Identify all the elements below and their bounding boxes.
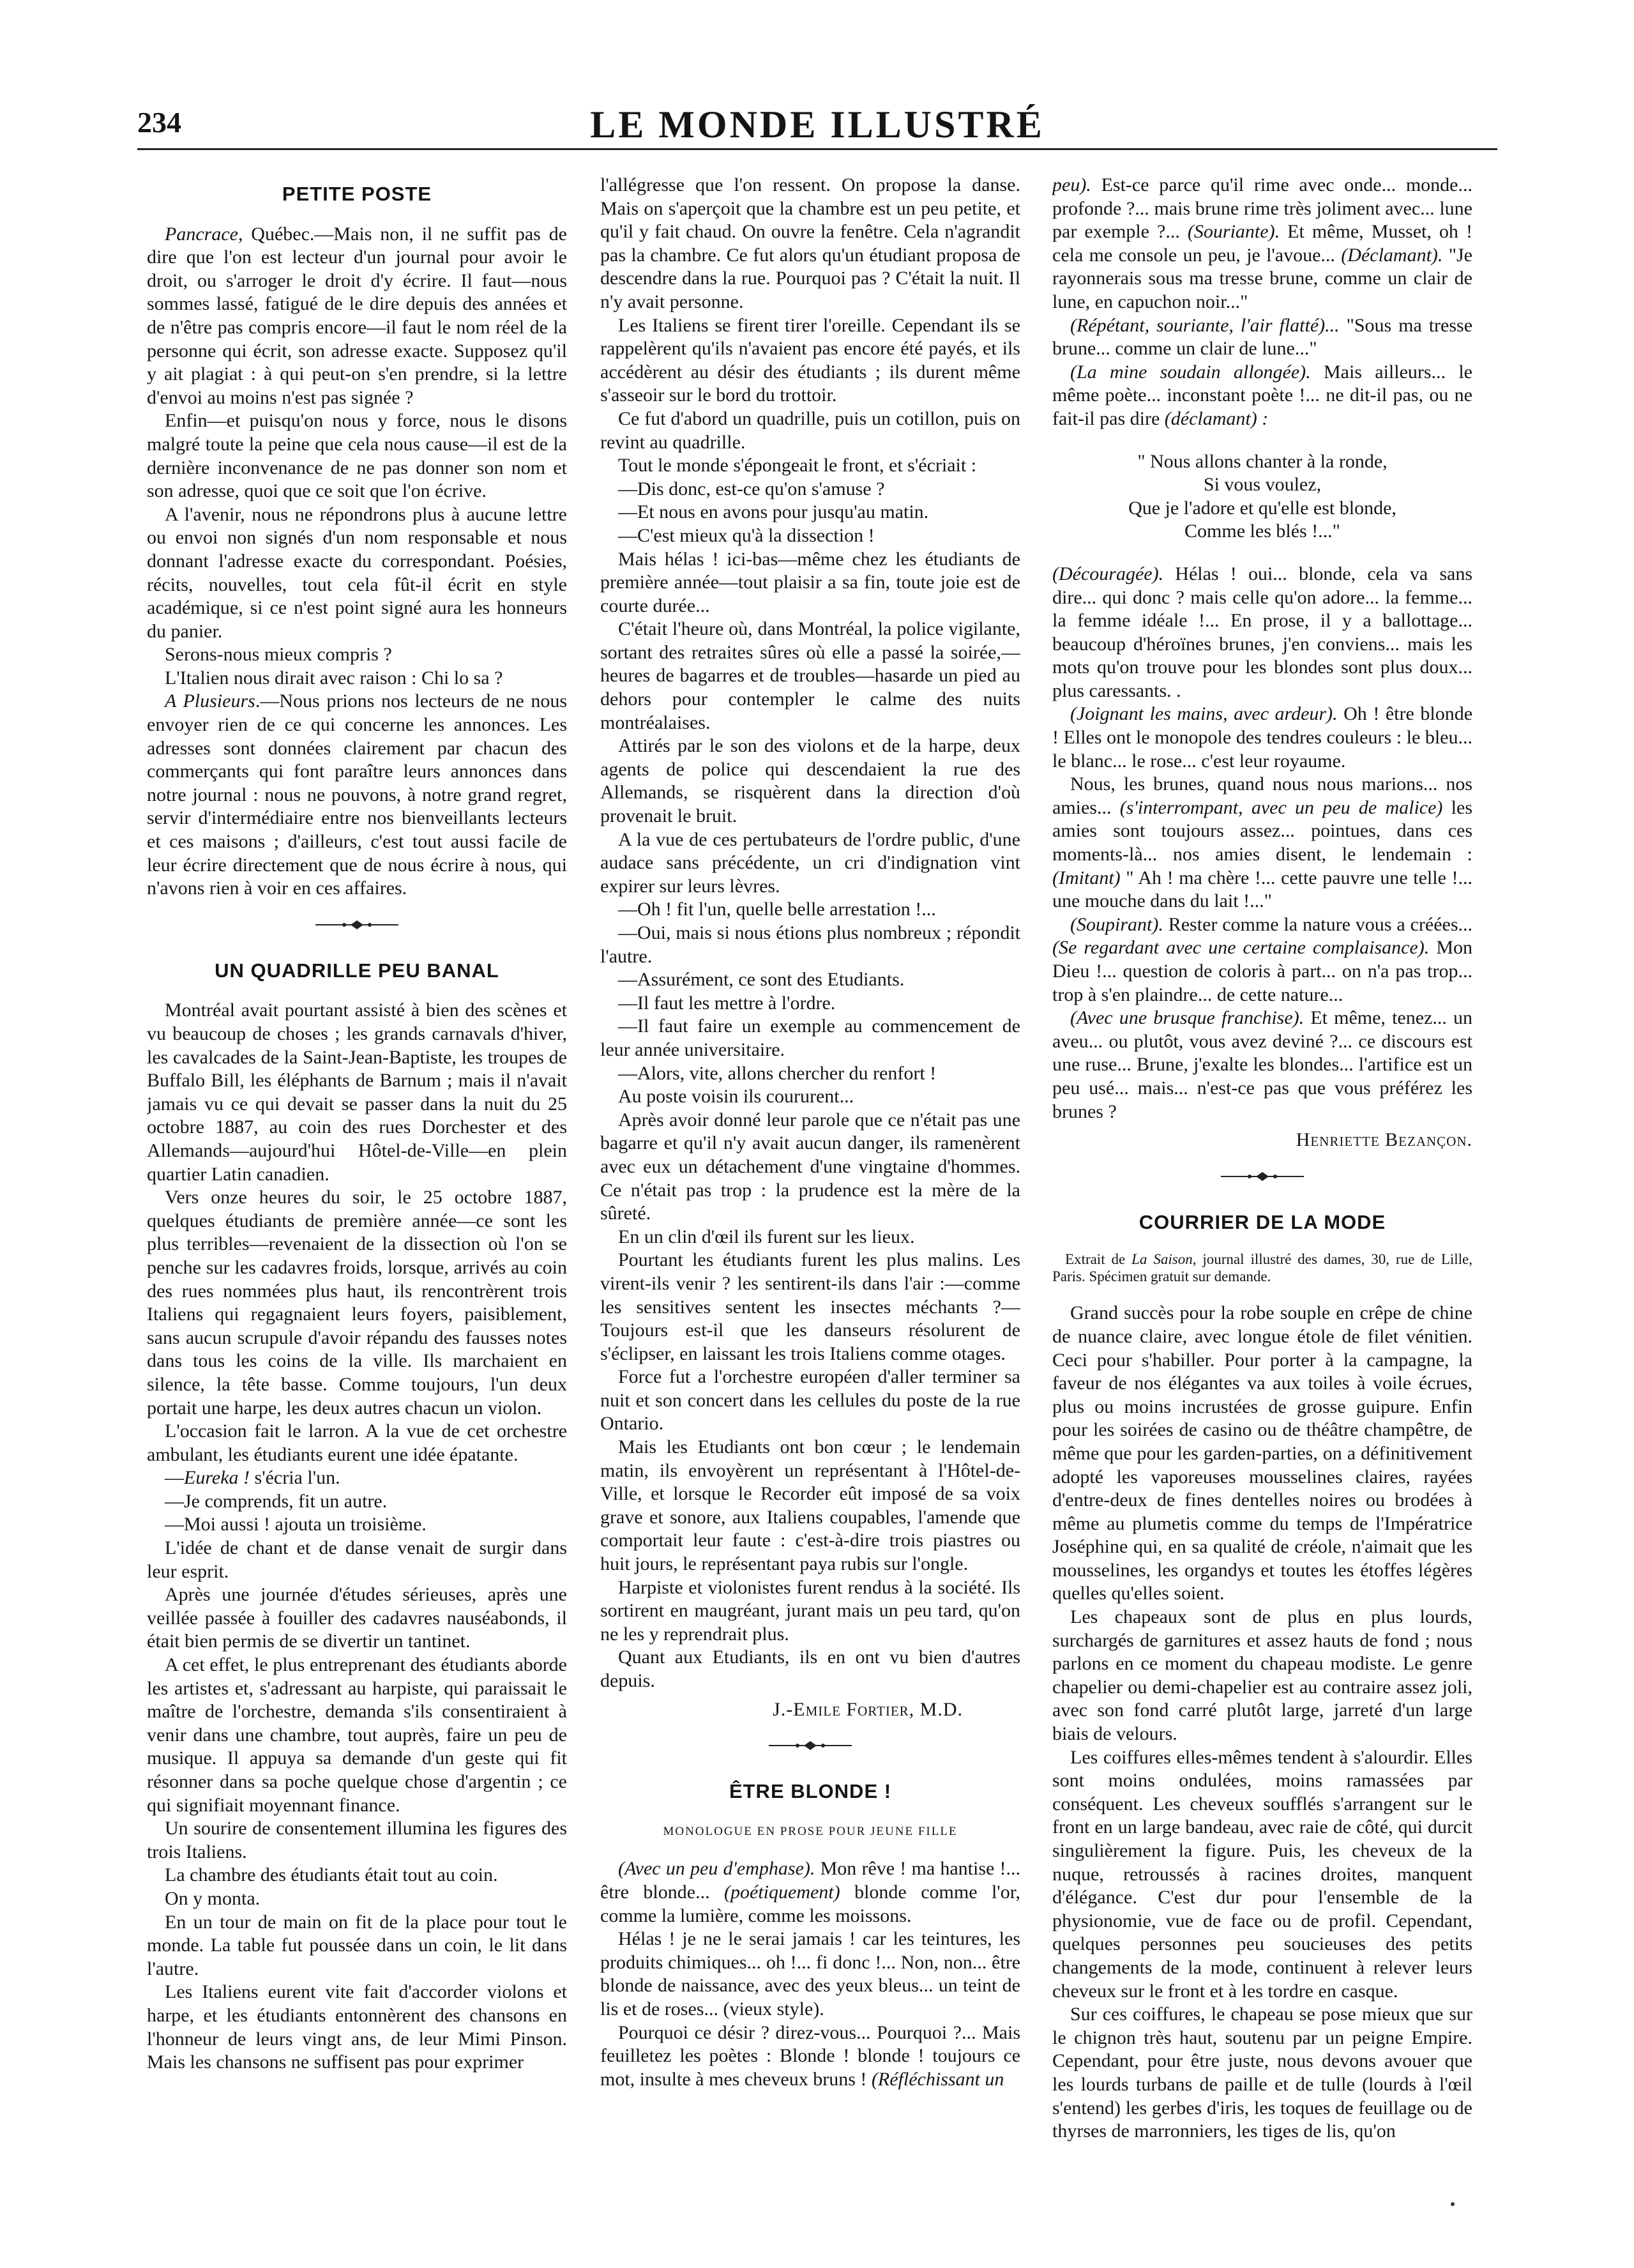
paragraph: Les Italiens eurent vite fait d'accorder violons et harpe, et les étudiants entonnèrent des chansons en l'honneur de leurs vingt ans, de leur Mimi Pinson. Mais les chansons ne suffisent pas pour exprimer [147,1981,567,2073]
paragraph: Hélas ! je ne le serai jamais ! car les teintures, les produits chimiques... oh !... fi donc !... Non, non... être blonde de naissance, avec des yeux bleus... un teint de lis et de roses... (vieux style). [600,1928,1020,2020]
etre-blonde-heading: ÊTRE BLONDE ! [729,1780,892,1803]
paragraph: —Moi aussi ! ajouta un troisième. [165,1514,427,1535]
paragraph: (Avec une brusque franchise). Et même, tenez... un aveu... ou plutôt, vous avez deviné ?... ce discours est une ruse... Brune, j'exalte les blondes... l'artifice est un peu usé... mais... n'est-ce pas que vous préférez les brunes ? [1052,1007,1472,1122]
paragraph: Serons-nous mieux compris ? [165,644,392,666]
journal-title: LE MONDE ILLUSTRÉ [590,103,1045,146]
paragraph: A la vue de ces pertubateurs de l'ordre public, d'une audace sans précédente, un cri d'indignation vint expirer sur leurs lèvres. [600,828,1020,897]
paragraph: —Oui, mais si nous étions plus nombreux ; répondit l'autre. [600,922,1020,967]
page-number: 234 [137,106,181,139]
paragraph: Mais hélas ! ici-bas—même chez les étudiants de première année—tout plaisir a sa fin, toute joie est de courte durée... [600,548,1020,616]
print-speck [1451,2202,1455,2206]
paragraph: peu). Est-ce parce qu'il rime avec onde... monde... profonde ?... mais brune rime très joliment avec... lune par exemple ?... (Souriante). Et même, Musset, oh ! cela me console un peu, je l'avoue... (Déclamant). "Je rayonnerais sous ma tresse brune, comme un clair de lune, en capuchon noir..." [1052,174,1472,312]
paragraph: Quant aux Etudiants, ils en ont vu bien d'autres depuis. [600,1647,1020,1691]
paragraph: —Il faut faire un exemple au commencement de leur année universitaire. [600,1016,1020,1060]
paragraph: Ce fut d'abord un quadrille, puis un cotillon, puis on revint au quadrille. [600,407,1020,453]
petite-poste-heading: PETITE POSTE [282,183,432,205]
paragraph: Nous, les brunes, quand nous nous marions... nos amies... (s'interrompant, avec un peu de malice) les amies sont toujours assez... pointues, dans ces moments-là... nos amies disent, le lendemain : (Imitant) " Ah ! ma chère !... cette pauvre une telle !... une mouche dans du lait !..." [1052,773,1472,912]
paragraph: Un sourire de consentement illumina les figures des trois Italiens. [147,1818,567,1862]
paragraph: Vers onze heures du soir, le 25 octobre 1887, quelques étudiants de première année—ce sont les plus terribles—revenaient de la dissection où l'on se penche sur les cadavres froids, lorsque, arrivés au coin des rues nommées plus haut, ils rencontrèrent trois Italiens qui regagnaient leurs foyers, paisiblement, sans aucun scrupule d'avoir répandu des fausses notes dans tous les coins de la ville. Ils marchaient en silence, la tête basse. Comme toujours, l'un deux portait une harpe, les deux autres chacun un violon. [147,1187,567,1419]
paragraph: Les Italiens se firent tirer l'oreille. Cependant ils se rappelèrent qu'ils n'avaient pas encore été payés, et ils accédèrent au désir des étudiants ; ils durent même s'asseoir sur le bord du trottoir. [600,314,1020,406]
paragraph: L'idée de chant et de danse venait de surgir dans leur esprit. [147,1537,567,1582]
paragraph: Force fut a l'orchestre européen d'aller terminer sa nuit et son concert dans les cellules du poste de la rue Ontario. [600,1366,1020,1435]
quadrille-heading: UN QUADRILLE PEU BANAL [215,959,499,982]
paragraph: —Alors, vite, allons chercher du renfort ! [618,1062,937,1084]
paragraph: (Répétant, souriante, l'air flatté)... "Sous ma tresse brune... comme un clair de lune..." [1052,314,1472,360]
paragraph: Sur ces coiffures, le chapeau se pose mieux que sur le chignon très haut, soutenu par un peigne Empire. Cependant, pour être juste, nous devons avouer que les lourds turbans de paille et de tulle (lourds à l'œil s'entend) les gerbes d'iris, les toques de feuillage ou de thyrses de marronniers, les tiges de lis, qu'on [1052,2004,1472,2142]
paragraph: (Soupirant). Rester comme la nature vous a créées... (Se regardant avec une certaine complaisance). Mon Dieu !... question de coloris à part... on n'a pas trop... trop à s'en plaindre... de cette nature... [1052,913,1472,1005]
paragraph: Pourtant les étudiants furent les plus malins. Les virent-ils venir ? les sentirent-ils dans l'air :—comme les sensitives sentent les insectes méchants ?—Toujours est-il que les danseurs résolurent de s'éclipser, en laissant les trois Italiens comme otages. [600,1249,1020,1364]
paragraph: Après avoir donné leur parole que ce n'était pas une bagarre et qu'il n'y avait aucun danger, ils ramenèrent avec eux un détachement d'une vingtaine d'hommes. Ce n'était pas trop : la prudence est la mère de la sûreté. [600,1109,1020,1224]
paragraph: —Je comprends, fit un autre. [165,1490,388,1512]
paragraph: —Et nous en avons pour jusqu'au matin. [618,501,929,523]
paragraph: L'occasion fait le larron. A la vue de cet orchestre ambulant, les étudiants eurent une idée épatante. [147,1420,567,1465]
poem-line: Comme les blés !..." [1184,521,1340,542]
quadrille-signature: J.-Emile Fortier, M.D. [773,1698,963,1720]
paragraph: Les coiffures elles-mêmes tendent à s'alourdir. Elles sont moins ondulées, moins ramassées par conséquent. Les cheveux soufflés s'arrangent sur le front en un large bandeau, avec raie de côté, qui durcit singulièrement la figure. Puis, les cheveux de la nuque, retroussés à racines droites, manquent d'élégance. C'est dur pour l'ensemble de la physionomie, vue de face ou de profil. Cependant, quelques personnes peu soucieuses des petits changements de la mode, continuent à relever leurs cheveux sur le front et à les tordre en casque. [1052,1746,1472,2002]
poem-line: Que je l'adore et qu'elle est blonde, [1128,497,1396,519]
poem-quote [1052,450,1472,544]
poem-line: " Nous allons chanter à la ronde, [1137,450,1388,472]
courrier-heading: COURRIER DE LA MODE [1139,1210,1386,1233]
paragraph: Montréal avait pourtant assisté à bien des scènes et vu beaucoup de choses ; les grands carnavals d'hiver, les cavalcades de la Saint-Jean-Baptiste, les troupes de Buffalo Bill, les éléphants de Barnum ; mais il n'avait jamais vu ce qui devait se passer dans la nuit du 25 octobre 1887, au coin des rues Dorchester et des Allemands—aujourd'hui Hôtel-de-Ville—en plein quartier Latin canadien. [147,1000,567,1185]
poem-line: Si vous voulez, [1203,474,1322,496]
paragraph: Enfin—et puisqu'on nous y force, nous le disons malgré toute la peine que cela nous cause—il est de la dernière inconvenance de ne pas donner son nom et son adresse, quoi que ce soit que l'on écrive. [147,410,567,502]
paragraph: La chambre des étudiants était tout au coin. [165,1864,498,1886]
paragraph: A l'avenir, nous ne répondrons plus à aucune lettre ou envoi non signés d'un nom responsable et nous donnant l'adresse exacte du correspondant. Poésies, récits, nouvelles, tout cela fût-il écrit en style académique, si ce n'est point signé aura les honneurs du panier. [147,503,567,642]
section-ornament [600,1733,1020,1758]
paragraph: (Joignant les mains, avec ardeur). Oh ! être blonde ! Elles ont le monopole des tendres couleurs : le bleu... le blanc... le rose... c'est leur royaume. [1052,703,1472,772]
paragraph: Mais les Etudiants ont bon cœur ; le lendemain matin, ils envoyèrent un représentant à l'Hôtel-de-Ville, et lorsque le Recorder eût imposé de sa voix grave et sonore, aux Italiens coupables, l'amende que comportait leur faute : c'est-à-dire trois piastres ou huit jours, le représentant paya rubis sur l'ongle. [600,1436,1020,1575]
paragraph: Au poste voisin ils coururent... [618,1086,854,1107]
courrier-extract-note: Extrait de La Saison, journal illustré des dames, 30, rue de Lille, Paris. Spécimen gratuit sur demande. [1052,1251,1472,1285]
column-right [1052,174,1472,2227]
section-ornament [147,912,567,938]
column-middle [600,174,1020,2227]
paragraph: Pourquoi ce désir ? direz-vous... Pourquoi ?... Mais feuilletez les poètes : Blonde ! blonde ! toujours ce mot, insulte à mes cheveux bruns ! (Réfléchissant un [600,2021,1020,2090]
paragraph: Après une journée d'études sérieuses, après une veillée passée à fouiller des cadavres nauséabonds, il était bien permis de se divertir un tantinet. [147,1584,567,1652]
paragraph: —Dis donc, est-ce qu'on s'amuse ? [618,478,885,499]
paragraph: (Avec un peu d'emphase). Mon rêve ! ma hantise !... être blonde... (poétiquement) blonde comme l'or, comme la lumière, comme les moissons. [600,1858,1020,1926]
paragraph: —C'est mieux qu'à la dissection ! [618,524,875,546]
paragraph: (La mine soudain allongée). Mais ailleurs... le même poète... inconstant poète !... ne dit-il pas, ou ne fait-il pas dire (déclamant) : [1052,361,1472,429]
paragraph: —Il faut les mettre à l'ordre. [618,992,836,1014]
paragraph: On y monta. [165,1887,261,1909]
paragraph: Tout le monde s'épongeait le front, et s'écriait : [618,455,977,476]
paragraph: A cet effet, le plus entreprenant des étudiants aborde les artistes et, s'adressant au harpiste, qui paraissait le maître de l'orchestre, demanda s'ils consentiraient à venir dans une chambre, tout auprès, faire un peu de musique. Il appuya sa demande d'un geste qui fit résonner dans sa poche quelque chose d'argentin ; ce qui signifiait moyennant finance. [147,1654,567,1816]
paragraph: Harpiste et violonistes furent rendus à la société. Ils sortirent en maugréant, jurant mais un peu tard, qu'on ne les y reprendrait plus. [600,1576,1020,1645]
paragraph: Les chapeaux sont de plus en plus lourds, surchargés de garnitures et assez hauts de fond ; nous parlons en ce moment du chapeau modiste. Le genre chapelier ou demi-chapelier est au contraire assez joli, avec son fond carré plutôt large, jarreté d'un large biais de velours. [1052,1606,1472,1745]
paragraph: —Eureka ! s'écria l'un. [165,1467,340,1489]
paragraph: —Assurément, ce sont des Etudiants. [618,969,905,991]
paragraph: Attirés par le son des violons et de la harpe, deux agents de police qui descendaient la rue des Allemands, se risquèrent dans la direction d'où provenait le bruit. [600,735,1020,827]
paragraph: (Découragée). Hélas ! oui... blonde, cela va sans dire... qui donc ? mais celle qu'on adore... la femme... la femme idéale !... En prose, il y a ballottage... beaucoup d'héroïnes brunes, j'en conviens... mais les mots qu'on trouve pour les blondes sont plus doux... plus caressants. . [1052,563,1472,701]
paragraph: Pancrace, Québec.—Mais non, il ne suffit pas de dire que l'on est lecteur d'un journal pour avoir le droit, ou s'arroger le droit d'y écrire. Il faut—nous sommes lassé, fatigué de le dire depuis des années et de n'être pas compris encore—il faut le nom réel de la personne qui écrit, son adresse exacte. Supposez qu'il y ait plagiat : à qui peut-on s'en prendre, si la lettre d'envoi au moins n'est pas signée ? [147,223,567,408]
paragraph: —Oh ! fit l'un, quelle belle arrestation !... [618,899,936,920]
paragraph: A Plusieurs.—Nous prions nos lecteurs de ne nous envoyer rien de ce qui concerne les annonces. Les adresses sont données clairement par chacun des commerçants qui font paraître leurs annonces dans notre journal : nous ne pouvons, à notre grand regret, servir d'intermédiaire entre nos bienveillants lecteurs et ces maisons ; d'ailleurs, c'est tout aussi facile de leur écrire directement que de nous écrire à nous, qui n'avons rien à voir en ces affaires. [147,690,567,899]
paragraph: En un tour de main on fit de la place pour tout le monde. La table fut poussée dans un coin, le lit dans l'autre. [147,1911,567,1979]
section-ornament [1052,1164,1472,1189]
header-rule [137,148,1497,150]
paragraph: C'était l'heure où, dans Montréal, la police vigilante, sortant des retraites sûres où elle a passé la soirée,—heures de bagarres et de troubles—hasarde un pied au dehors pour contempler le calme des nuits montréalaises. [600,618,1020,733]
paragraph: L'Italien nous dirait avec raison : Chi lo sa ? [165,667,503,689]
paragraph: Grand succès pour la robe souple en crêpe de chine de nuance claire, avec longue étole de filet vénitien. Ceci pour s'habiller. Pour porter à la campagne, la faveur de nos élégantes va aux toiles à voile écrues, plus ou moins incrustées de grosse guipure. Enfin pour les soirées de casino ou de théâtre champêtre, de même que pour les garden-parties, on a définitivement adopté les vaporeuses mousselines claires, rayées d'entre-deux de fines dentelles noires ou brodées à même au plumetis comme du temps de l'Impératrice Joséphine qui, en sa qualité de créole, n'aimait que les mousselines, les organdys et toutes les étoffes légères quelles qu'elles soient. [1052,1302,1472,1604]
column-left [147,174,567,2227]
paragraph: l'allégresse que l'on ressent. On propose la danse. Mais on s'aperçoit que la chambre est un peu petite, et qu'il y fait chaud. On ouvre la fenêtre. Cela n'agrandit pas la chambre. Ce fut alors qu'un étudiant proposa de descendre dans la rue. Pourquoi pas ? C'était la nuit. Il n'y avait personne. [600,174,1020,312]
paragraph: En un clin d'œil ils furent sur les lieux. [618,1226,915,1247]
etre-blonde-subheading: MONOLOGUE EN PROSE POUR JEUNE FILLE [663,1824,958,1838]
masthead [137,105,1497,144]
etre-blonde-signature: Henriette Bezançon. [1296,1129,1472,1151]
